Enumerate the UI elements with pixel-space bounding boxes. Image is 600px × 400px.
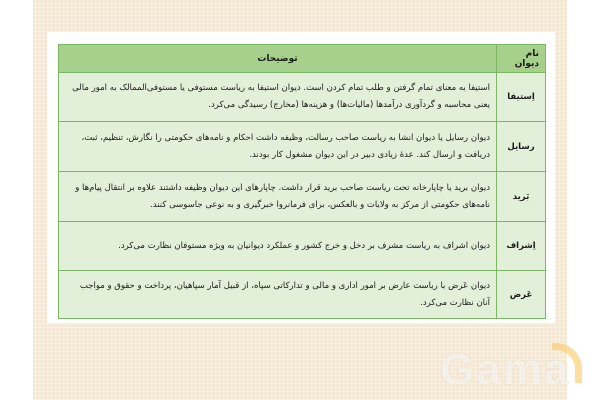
divan-name: بَرید	[497, 172, 546, 222]
divan-name: اِشراف	[497, 222, 546, 271]
divans-table	[58, 44, 546, 319]
divan-name: عَرض	[497, 271, 546, 319]
table-row	[59, 222, 546, 271]
divan-name: رسایل	[497, 122, 546, 172]
divan-description: دیوان برید یا چاپارخانه تحت ریاست صاحب برید قرار داشت. چاپارهای این دیوان وظیفه داشتند علاوه بر انتقال پیام‌ها و نامه‌های حکومتی از مرکز به ولایات و بالعکس، برای فرمانروا خبرگیری و به نوعی جاسوسی کنند.	[59, 172, 497, 222]
table-row	[59, 172, 546, 222]
table-header-row	[59, 45, 546, 73]
divan-description: دیوان عَرض با ریاست عارض بر امور اداری و مالی و تدارکاتی سپاه، از قبیل آمار سپاهیان، پرداخت و حقوق و مواجب آنان نظارت می‌کرد.	[59, 271, 497, 319]
header-divan-name: نام دیوان	[497, 45, 546, 73]
gama-watermark-logo: Gama	[440, 345, 571, 394]
divan-description: استیفا به معنای تمام گرفتن و طلب تمام کردن است. دیوان استیفا به ریاست مستوفی یا مستوفی‌الممالک به امور مالی یعنی محاسبه و گردآوری درآمدها (مالیات‌ها) و هزینه‌ها (مخارج) رسیدگی می‌کرد.	[59, 73, 497, 122]
divan-description: دیوان رسایل یا دیوان انشا به ریاست صاحب رسالت، وظیفه داشت احکام و نامه‌های حکومتی را نگارش، تنظیم، ثبت، دریافت و ارسال کند. عدهٔ زیادی دبیر در این دیوان مشغول کار بودند.	[59, 122, 497, 172]
watermark-arc-icon	[552, 343, 582, 383]
header-description: توضیحات	[59, 45, 497, 73]
divan-name: اِستیفا	[497, 73, 546, 122]
table-row	[59, 73, 546, 122]
table-row	[59, 122, 546, 172]
table-row	[59, 271, 546, 319]
divan-description: دیوان اشراف به ریاست مشرف بر دخل و خرج کشور و عملکرد دیوانیان به ویژه مستوفان نظارت می‌کرد.	[59, 222, 497, 271]
